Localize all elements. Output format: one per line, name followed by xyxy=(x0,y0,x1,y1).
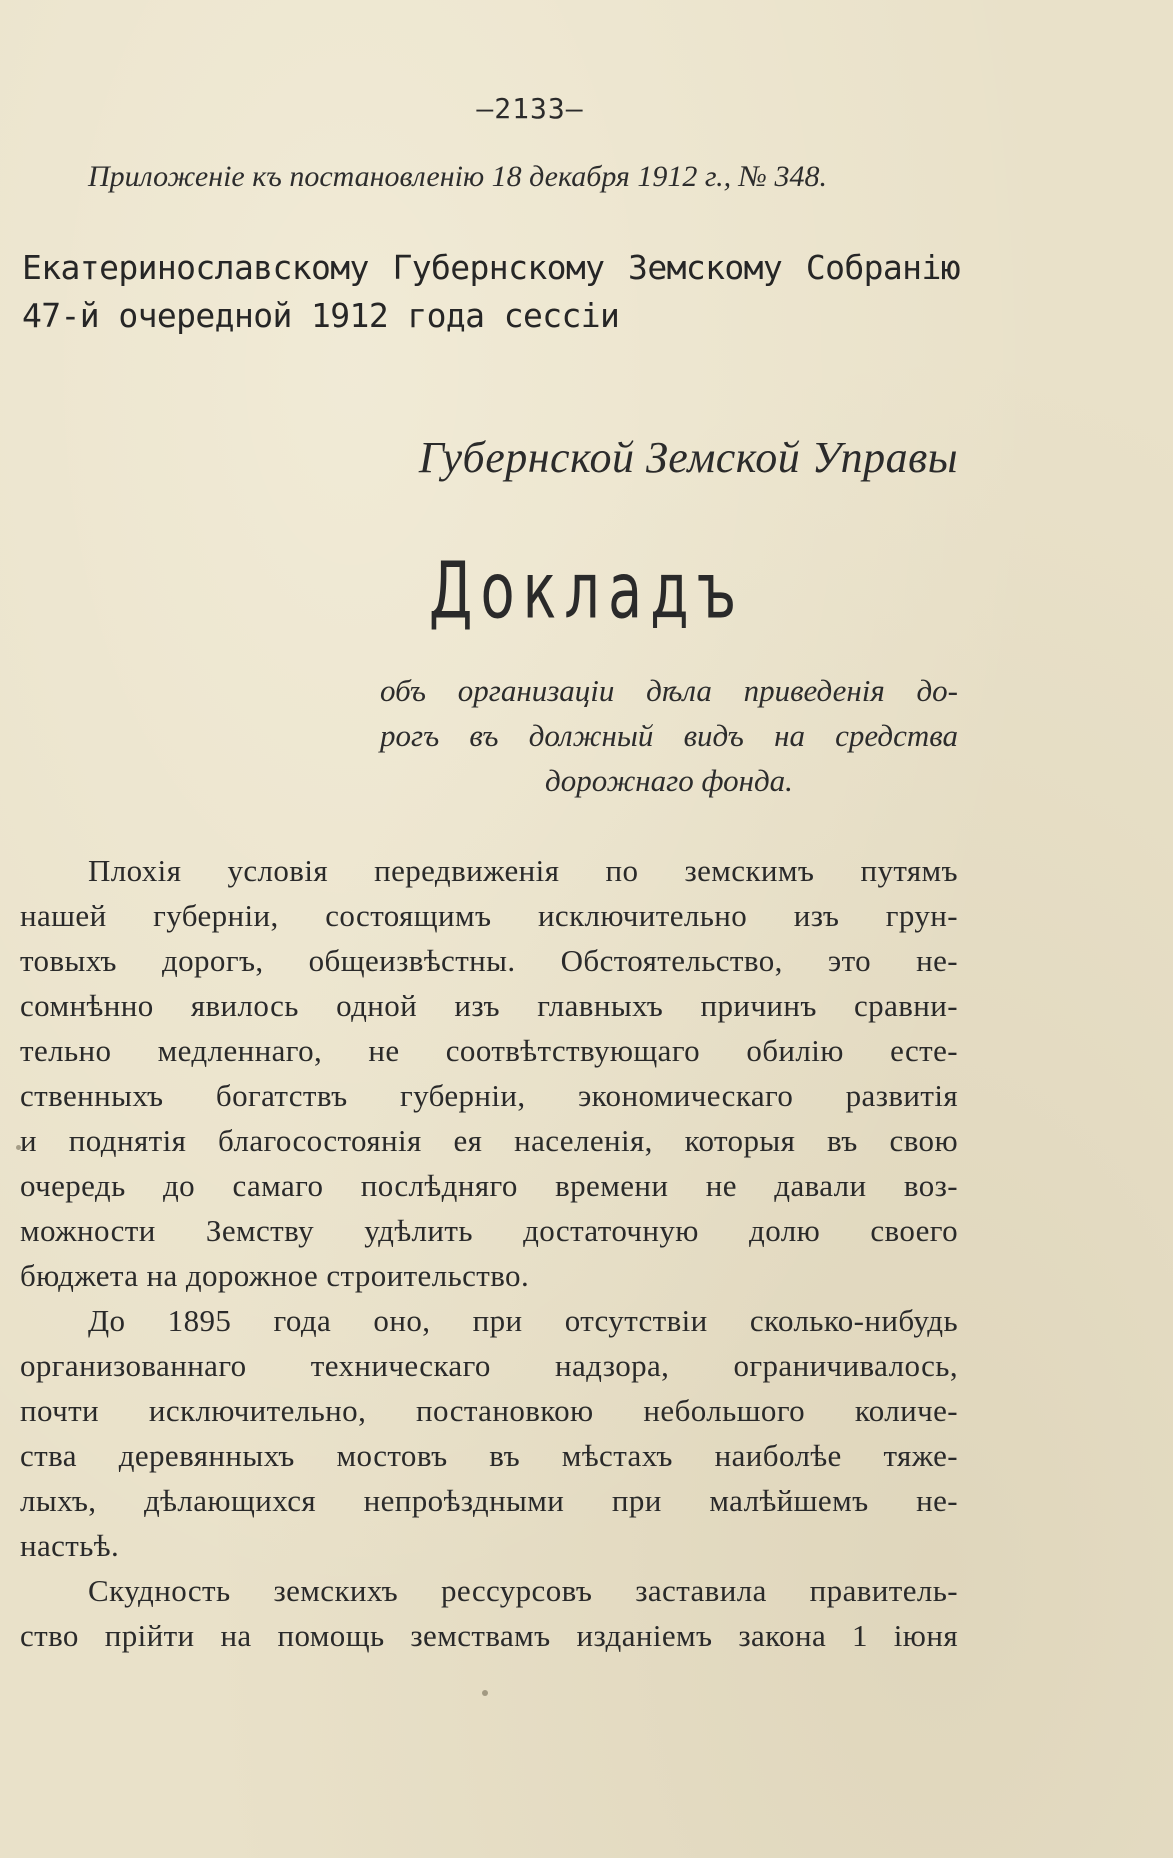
text-line: До 1895 года оно, при отсутствіи сколько-нибудь xyxy=(88,1303,958,1338)
text-line: Плохія условія передвиженія по земскимъ путямъ xyxy=(88,853,958,888)
report-title: Докладъ xyxy=(428,545,745,637)
text-line: ства деревянныхъ мостовъ въ мѣстахъ наиболѣе тяже- xyxy=(20,1438,958,1473)
report-subject xyxy=(380,666,958,806)
text-line: почти исключительно, постановкою небольшого количе- xyxy=(20,1393,958,1428)
addressee-heading: Екатеринославскому Губернскому Земскому Собранію 47-й очередной 1912 года сессіи xyxy=(22,248,960,335)
page-number: —2133— xyxy=(476,92,584,125)
text-line: тельно медленнаго, не соотвѣтствующаго обилію есте- xyxy=(20,1033,958,1068)
text-line: очередь до самаго послѣдняго времени не давали воз- xyxy=(20,1168,958,1203)
text-line: нашей губерніи, состоящимъ исключительно изъ грун- xyxy=(20,898,958,933)
paper-speck xyxy=(482,1690,488,1696)
text-line: ство прійти на помощь земствамъ изданіемъ закона 1 іюня xyxy=(20,1618,958,1653)
text-line: бюджета на дорожное строительство. xyxy=(20,1258,530,1293)
text-line: лыхъ, дѣлающихся непроѣздными при малѣйшемъ не- xyxy=(20,1483,958,1518)
subject-line: дорожнаго фонда. xyxy=(545,763,793,798)
subject-line: рогъ въ должный видъ на средства xyxy=(380,718,958,753)
text-line: и поднятія благосостоянія ея населенія, которыя въ свою xyxy=(20,1123,958,1158)
appendix-note: Приложеніе къ постановленію 18 декабря 1912 г., № 348. xyxy=(88,160,827,193)
subject-line: объ организаціи дѣла приведенія до- xyxy=(380,673,958,708)
text-line: ственныхъ богатствъ губерніи, экономическаго развитія xyxy=(20,1078,958,1113)
paper-speck xyxy=(16,1145,21,1150)
text-line: сомнѣнно явилось одной изъ главныхъ причинъ сравни- xyxy=(20,988,958,1023)
text-line: Скудность земскихъ рессурсовъ заставила правитель- xyxy=(88,1573,958,1608)
text-line: можности Земству удѣлить достаточную долю своего xyxy=(20,1213,958,1248)
text-line: товыхъ дорогъ, общеизвѣстны. Обстоятельство, это не- xyxy=(20,943,958,978)
text-line: настьѣ. xyxy=(20,1528,120,1563)
text-line: организованнаго техническаго надзора, ограничивалось, xyxy=(20,1348,958,1383)
board-heading: Губернской Земской Управы xyxy=(418,433,958,482)
body-text xyxy=(20,848,958,1658)
